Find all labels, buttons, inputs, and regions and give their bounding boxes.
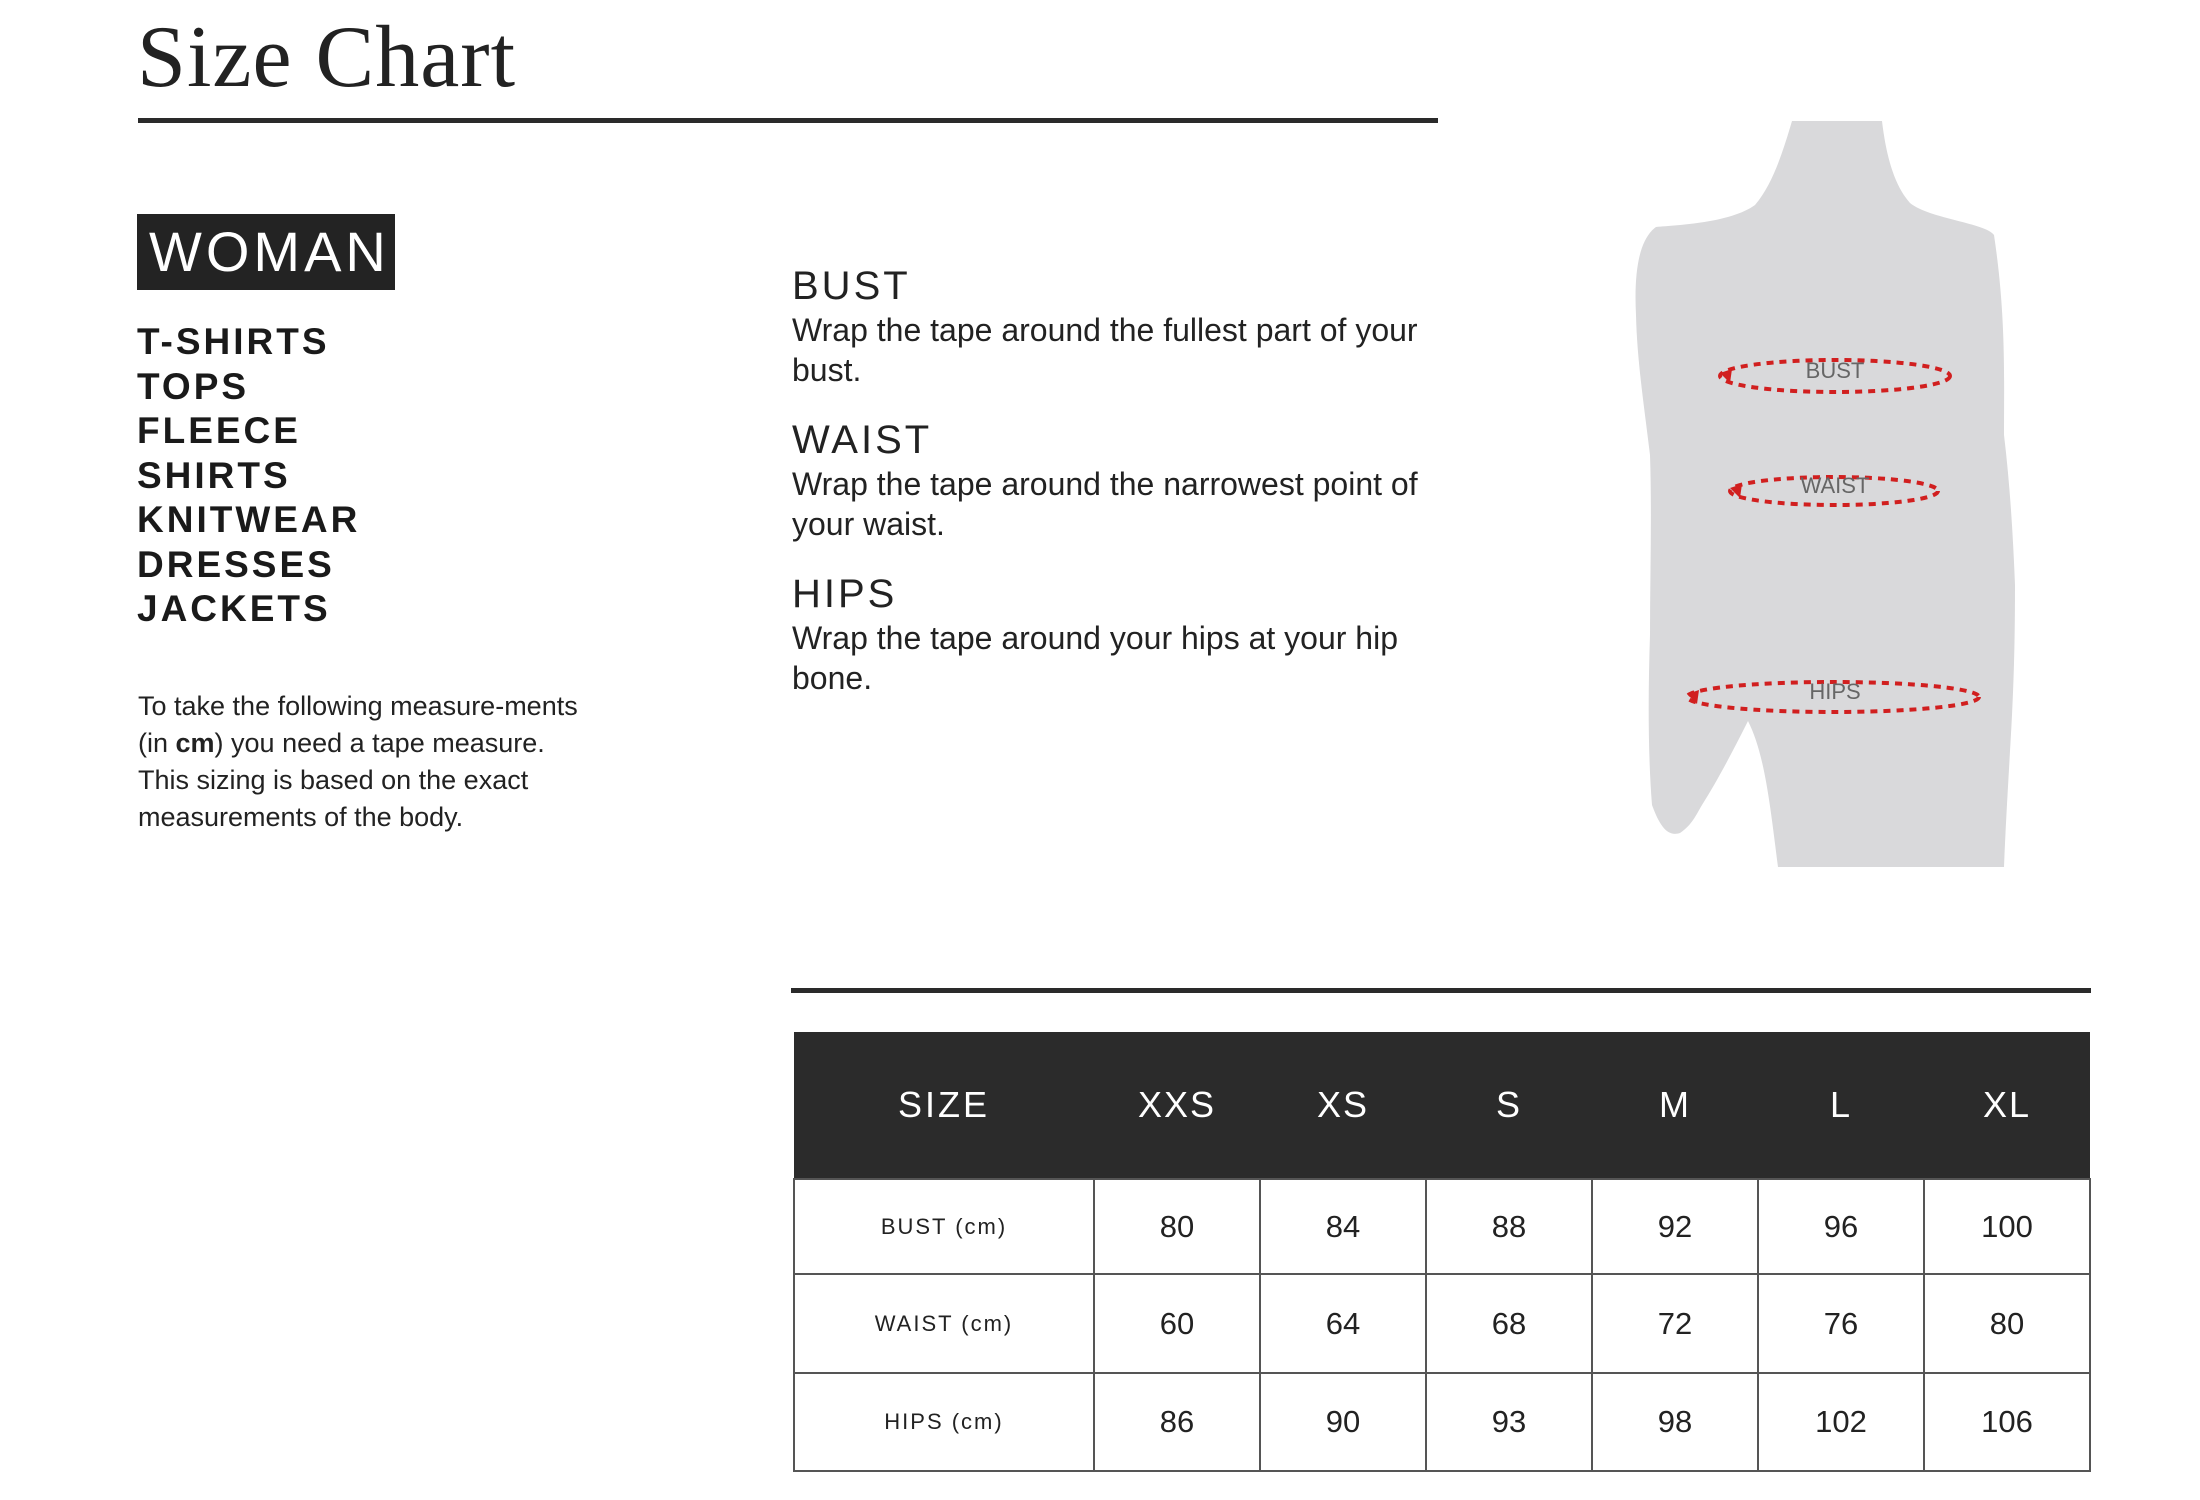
header-cell: XL	[1924, 1032, 2090, 1179]
body-silhouette	[1620, 115, 2020, 867]
header-cell: L	[1758, 1032, 1924, 1179]
row-label: HIPS (cm)	[794, 1373, 1094, 1471]
table-divider	[791, 988, 2091, 993]
category-item[interactable]: TOPS	[137, 365, 250, 407]
category-item[interactable]: DRESSES	[137, 543, 335, 585]
table-row	[794, 1373, 2090, 1471]
measure-heading: BUST	[792, 264, 911, 308]
category-item[interactable]: JACKETS	[137, 588, 331, 629]
section-badge: WOMAN	[137, 214, 395, 290]
table-cell: 90	[1260, 1373, 1426, 1471]
measure-waist	[792, 416, 1452, 544]
header-cell: XXS	[1094, 1032, 1260, 1179]
category-item[interactable]: T-SHIRTS	[137, 321, 330, 362]
page-title: Size Chart	[137, 9, 517, 106]
table-row	[794, 1274, 2090, 1373]
category-item[interactable]: KNITWEAR	[137, 499, 361, 540]
header-cell: S	[1426, 1032, 1592, 1179]
category-list	[137, 320, 360, 632]
table-cell: 92	[1592, 1179, 1758, 1274]
table-cell: 86	[1094, 1373, 1260, 1471]
row-label: WAIST (cm)	[794, 1274, 1094, 1373]
table-cell: 98	[1592, 1373, 1758, 1471]
title-divider	[138, 118, 1438, 123]
table-cell: 60	[1094, 1274, 1260, 1373]
table-cell: 96	[1758, 1179, 1924, 1274]
measure-hips	[792, 570, 1452, 698]
size-table	[793, 1032, 2091, 1472]
intro-line-1-end: ) you need a tape measure.	[214, 728, 545, 758]
table-cell: 72	[1592, 1274, 1758, 1373]
table-cell: 106	[1924, 1373, 2090, 1471]
intro-text	[138, 688, 608, 836]
measurement-instructions	[792, 262, 1452, 698]
table-cell: 76	[1758, 1274, 1924, 1373]
table-cell: 68	[1426, 1274, 1592, 1373]
body-figure	[1620, 115, 2020, 867]
intro-line-1-start: To take the following measure-ments (in	[138, 691, 578, 758]
table-cell: 100	[1924, 1179, 2090, 1274]
intro-unit: cm	[175, 728, 215, 758]
intro-line-1	[138, 688, 608, 762]
table-cell: 93	[1426, 1373, 1592, 1471]
intro-line-2: This sizing is based on the exact measurements of the body.	[138, 765, 529, 832]
hips-label: HIPS	[1809, 679, 1861, 704]
header-cell-size: SIZE	[794, 1032, 1094, 1179]
measure-text: Wrap the tape around the fullest part of your bust.	[792, 312, 1418, 388]
table-cell: 88	[1426, 1179, 1592, 1274]
category-item[interactable]: SHIRTS	[137, 454, 291, 496]
table-header-row	[794, 1032, 2090, 1179]
bust-label: BUST	[1805, 358, 1865, 383]
category-item[interactable]: FLEECE	[137, 410, 301, 451]
measure-text: Wrap the tape around the narrowest point of your waist.	[792, 466, 1418, 542]
measure-bust	[792, 262, 1452, 390]
table-cell: 80	[1924, 1274, 2090, 1373]
waist-label: WAIST	[1800, 473, 1870, 498]
table-cell: 102	[1758, 1373, 1924, 1471]
table-cell: 84	[1260, 1179, 1426, 1274]
measure-heading: HIPS	[792, 572, 898, 616]
table-cell: 80	[1094, 1179, 1260, 1274]
row-label: BUST (cm)	[794, 1179, 1094, 1274]
measure-text: Wrap the tape around your hips at your hip bone.	[792, 620, 1398, 696]
table-cell: 64	[1260, 1274, 1426, 1373]
table-row	[794, 1179, 2090, 1274]
header-cell: M	[1592, 1032, 1758, 1179]
header-cell: XS	[1260, 1032, 1426, 1179]
measure-heading: WAIST	[792, 418, 933, 462]
